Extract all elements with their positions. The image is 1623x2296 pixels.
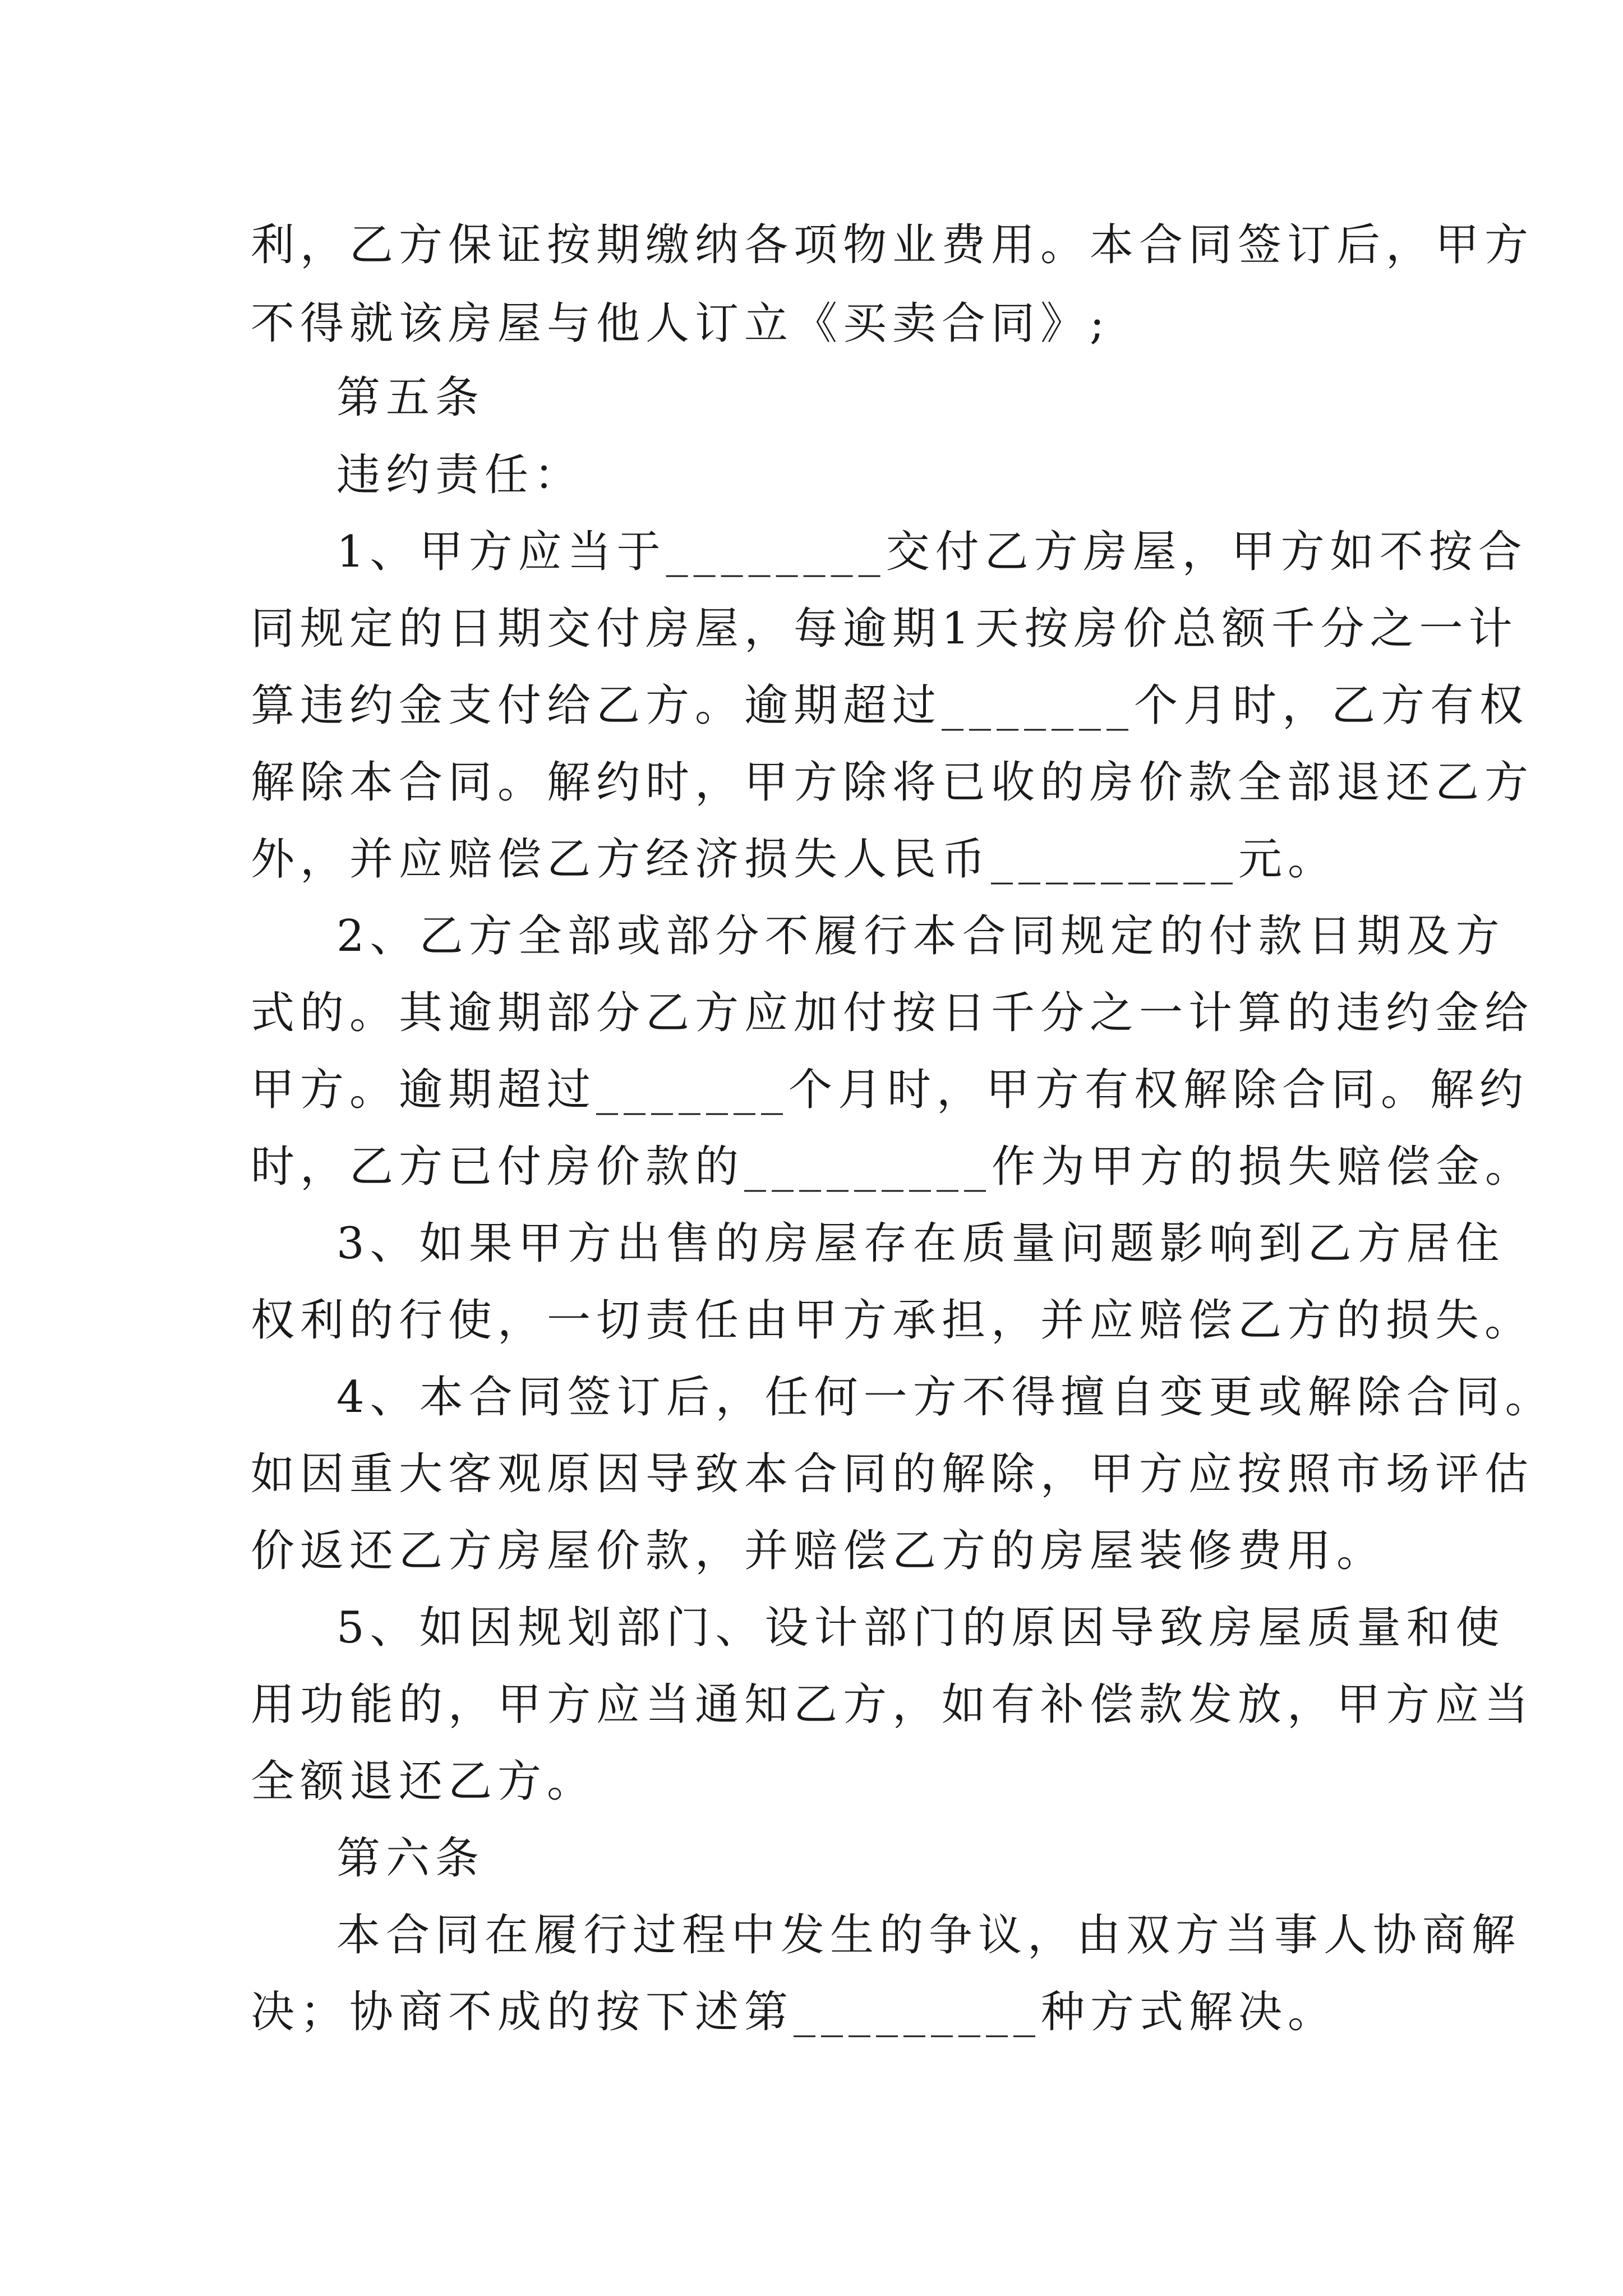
text-line: 3、如果甲方出售的房屋存在质量问题影响到乙方居住 xyxy=(336,1218,1505,1269)
text-line: 价返还乙方房屋价款，并赔偿乙方的房屋装修费用。 xyxy=(251,1526,1386,1576)
text-line: 算违约金支付给乙方。逾期超过_______个月时，乙方有权 xyxy=(251,680,1529,731)
text-line: 4、本合同签订后，任何一方不得擅自变更或解除合同。 xyxy=(336,1372,1555,1423)
section-heading: 违约责任： xyxy=(336,450,584,500)
text-line: 本合同在履行过程中发生的争议，由双方当事人协商解 xyxy=(336,1910,1521,1961)
text-line: 式的。其逾期部分乙方应加付按日千分之一计算的违约金给 xyxy=(251,988,1534,1038)
text-line: 甲方。逾期超过_______个月时，甲方有权解除合同。解约 xyxy=(251,1065,1529,1115)
text-line: 解除本合同。解约时，甲方除将已收的房价款全部退还乙方 xyxy=(251,757,1534,808)
article-heading: 第五条 xyxy=(336,372,485,423)
text-line: 全额退还乙方。 xyxy=(251,1756,597,1807)
text-line: 利，乙方保证按期缴纳各项物业费用。本合同签订后，甲方 xyxy=(251,220,1534,270)
text-line: 不得就该房屋与他人订立《买卖合同》; xyxy=(251,298,1110,349)
text-line: 同规定的日期交付房屋，每逾期1天按房价总额千分之一计 xyxy=(251,604,1518,654)
text-line: 如因重大客观原因导致本合同的解除，甲方应按照市场评估 xyxy=(251,1449,1534,1499)
text-line: 权利的行使，一切责任由甲方承担，并应赔偿乙方的损失。 xyxy=(251,1295,1534,1346)
text-line: 2、乙方全部或部分不履行本合同规定的付款日期及方 xyxy=(336,911,1505,961)
text-line: 1、甲方应当于________交付乙方房屋，甲方如不按合 xyxy=(336,527,1528,577)
text-line: 5、如因规划部门、设计部门的原因导致房屋质量和使 xyxy=(336,1603,1505,1653)
text-line: 决；协商不成的按下述第_________种方式解决。 xyxy=(251,1987,1338,2037)
text-line: 外，并应赔偿乙方经济损失人民币_________元。 xyxy=(251,834,1338,885)
text-line: 时，乙方已付房价款的_________作为甲方的损失赔偿金。 xyxy=(251,1142,1535,1192)
article-heading: 第六条 xyxy=(336,1833,485,1884)
text-line: 用功能的，甲方应当通知乙方，如有补偿款发放，甲方应当 xyxy=(251,1680,1534,1730)
